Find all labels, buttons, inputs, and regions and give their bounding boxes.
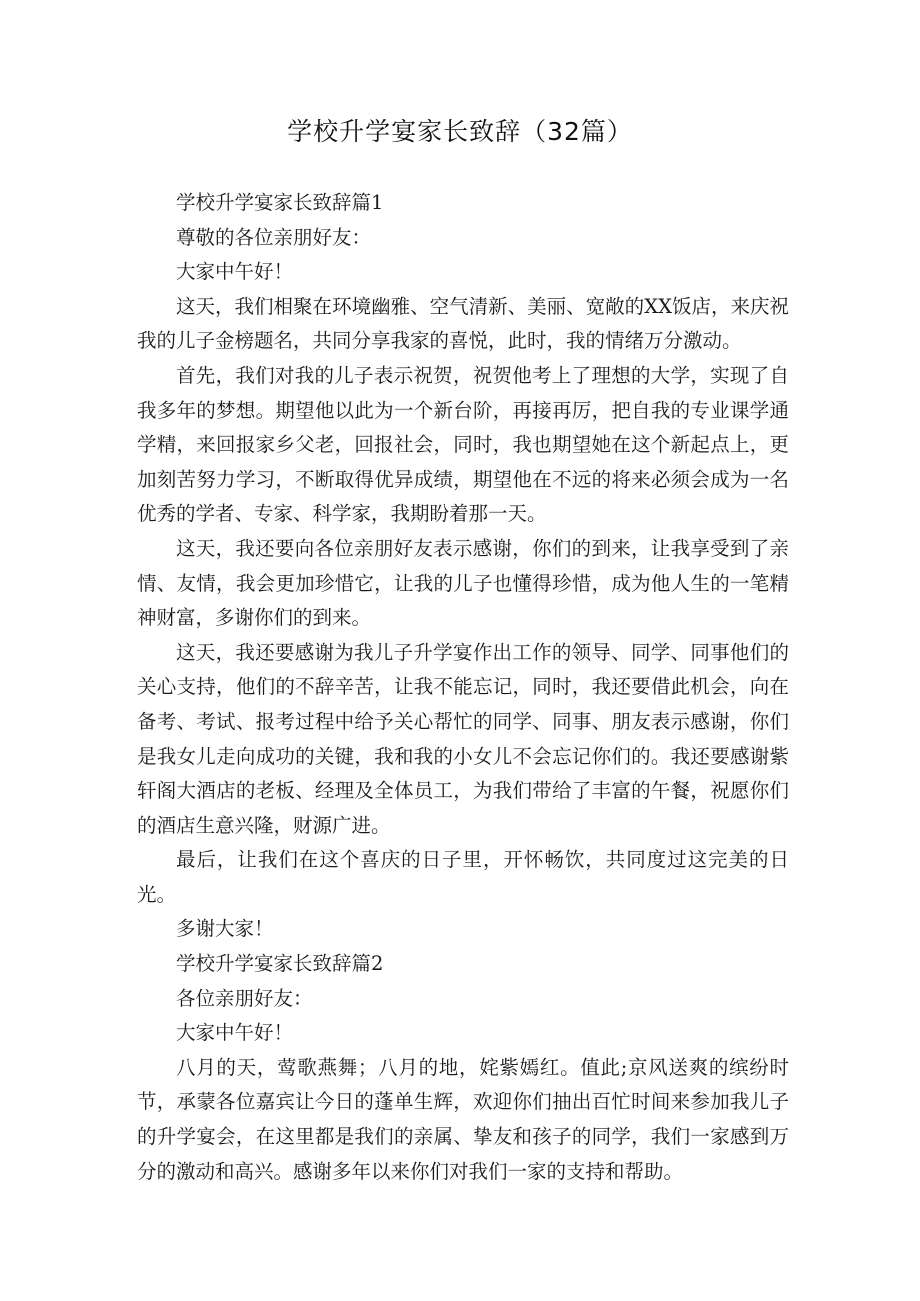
section-heading: 学校升学宴家长致辞篇2 [176,952,384,976]
document-body [137,186,789,1189]
salutation: 尊敬的各位亲朋好友： [176,225,372,249]
body-paragraph: 最后，让我们在这个喜庆的日子里，开怀畅饮，共同度过这完美的日光。 [137,848,789,906]
closing-line: 多谢大家！ [176,917,274,941]
body-paragraph: 八月的天，莺歌燕舞；八月的地，姹紫嫣红。值此;京风送爽的缤纷时节，承蒙各位嘉宾让今日的蓬单生辉，欢迎你们抽出百忙时间来参加我儿子的升学宴会，在这里都是我们的亲属、挚友和孩子的同学，我们一家感到万分的激动和高兴。感谢多年以来你们对我们一家的支持和帮助。 [137,1055,789,1183]
body-paragraph: 首先，我们对我的儿子表示祝贺，祝贺他考上了理想的大学，实现了自我多年的梦想。期望他以此为一个新台阶，再接再厉，把自我的专业课学通学精，来回报家乡父老，回报社会，同时，我也期望她在这个新起点上，更加刻苦努力学习，不断取得优异成绩，期望他在不远的将来必须会成为一名优秀的学者、专家、科学家，我期盼着那一天。 [137,363,789,526]
body-paragraph: 这天，我们相聚在环境幽雅、空气清新、美丽、宽敞的XX饭店，来庆祝我的儿子金榜题名，共同分享我家的喜悦，此时，我的情绪万分激动。 [137,294,789,353]
greeting: 大家中午好！ [176,260,294,284]
salutation: 各位亲朋好友： [176,986,313,1010]
document-title: 学校升学宴家长致辞（32篇） [287,117,633,146]
body-paragraph: 这天，我还要感谢为我儿子升学宴作出工作的领导、同学、同事他们的关心支持，他们的不辞辛苦，让我不能忘记，同时，我还要借此机会，向在备考、考试、报考过程中给予关心帮忙的同学、同事、朋友表示感谢，你们是我女儿走向成功的关键，我和我的小女儿不会忘记你们的。我还要感谢紫轩阁大酒店的老板、经理及全体员工，为我们带给了丰富的午餐，祝愿你们的酒店生意兴隆，财源广进。 [137,640,789,837]
greeting: 大家中午好！ [176,1021,294,1045]
body-paragraph: 这天，我还要向各位亲朋好友表示感谢，你们的到来，让我享受到了亲情、友情，我会更加珍惜它，让我的儿子也懂得珍惜，成为他人生的一笔精神财富，多谢你们的到来。 [137,536,789,630]
section-heading: 学校升学宴家长致辞篇1 [176,191,384,214]
